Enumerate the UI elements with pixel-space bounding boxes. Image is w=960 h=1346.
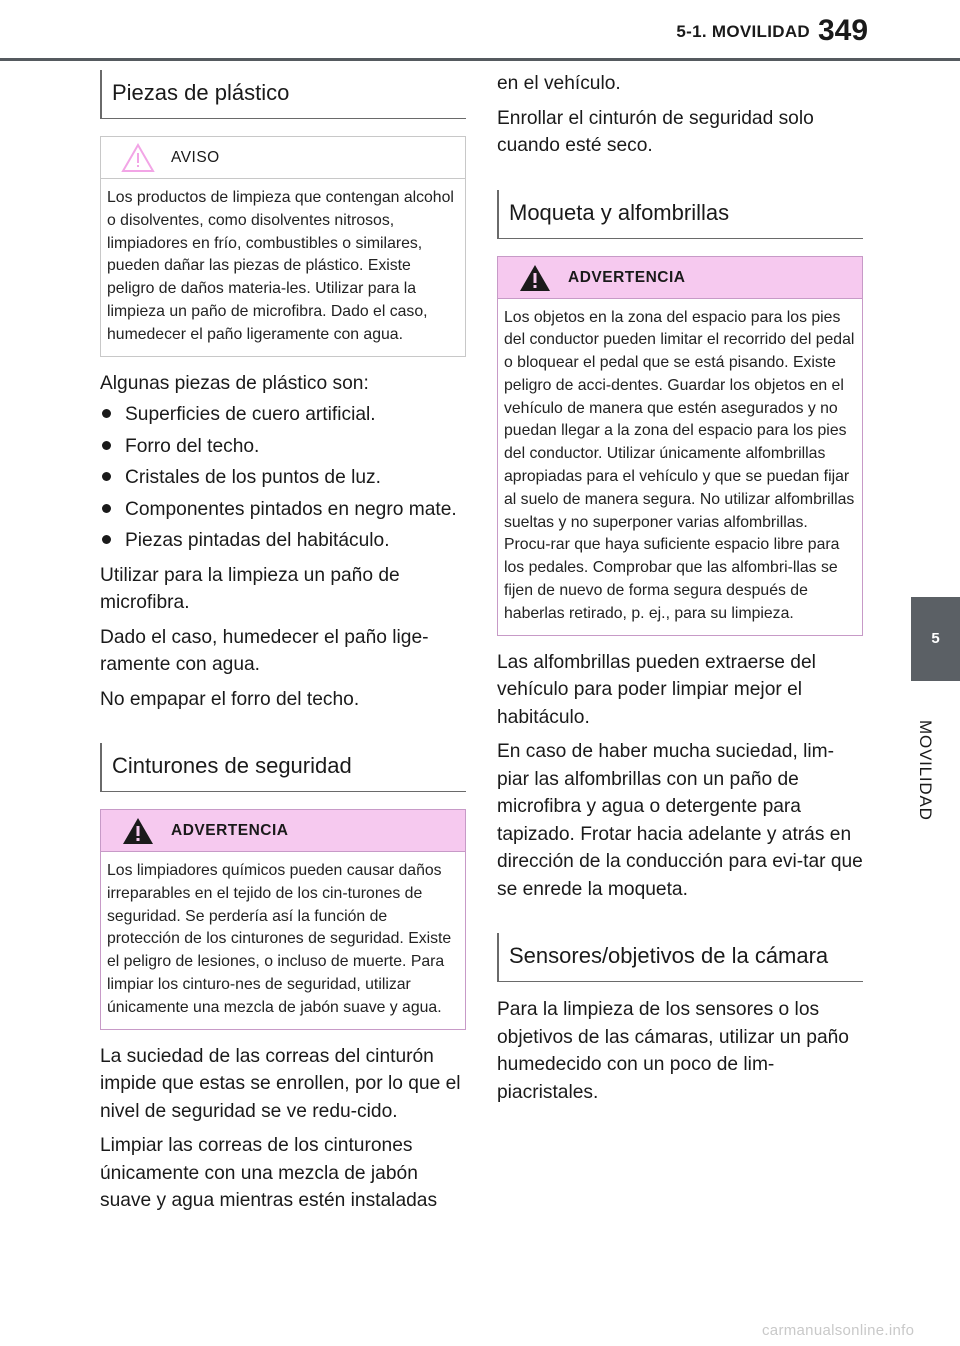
- paragraph-intro: Algunas piezas de plástico son:: [100, 372, 369, 394]
- advertencia-box: [497, 256, 863, 636]
- paragraph: en el vehículo.: [497, 73, 621, 94]
- aviso-box-header: [101, 137, 465, 179]
- right-column: [497, 70, 863, 1106]
- paragraph: Enrollar el cinturón de seguridad solo cuando esté seco.: [497, 107, 814, 156]
- paragraph: Dado el caso, humedecer el paño lige-ramente con agua.: [100, 626, 429, 676]
- watermark: carmanualsonline.info: [762, 1322, 915, 1339]
- list-item: Superficies de cuero artificial.: [100, 401, 466, 429]
- heading-piezas-plastico: Piezas de plástico: [100, 70, 466, 119]
- paragraph: Limpiar las correas de los cinturones únicamente con una mezcla de jabón suave y agua mientras estén instaladas: [100, 1135, 438, 1212]
- aviso-title: AVISO: [171, 149, 220, 166]
- chapter-tab: 5: [911, 597, 960, 681]
- header-section-title: 5-1. MOVILIDAD: [676, 22, 810, 41]
- warning-triangle-icon: [121, 816, 155, 846]
- aviso-box: [100, 136, 466, 357]
- advertencia-body: Los objetos en la zona del espacio para los pies del conductor pueden limitar el recorrido del pedal o bloquear el pedal que se está pisando. Existe peligro de acci-dentes. Guardar los objetos en el vehículo de manera que estén asegurados y no puedan llegar a la zona del espacio para los pies del conductor. Utilizar únicamente alfombrillas apropiadas para el vehículo y que se puedan fijar al suelo de manera segura. No utilizar alfombrillas sueltas y no superponer varias alfombrillas. Procu-rar que haya suficiente espacio libre para los pedales. Comprobar que las alfombri-llas se fijen de nuevo de forma segura después de haberlas retirado, p. ej., para su limpieza.: [504, 308, 855, 622]
- chapter-label: MOVILIDAD: [916, 720, 935, 821]
- page-number: 349: [818, 14, 869, 47]
- advertencia-box-header: [101, 810, 465, 852]
- list-item: Cristales de los puntos de luz.: [100, 464, 466, 492]
- advertencia-title: ADVERTENCIA: [171, 822, 289, 840]
- paragraph: Las alfombrillas pueden extraerse del vehículo para poder limpiar mejor el habitáculo.: [497, 651, 816, 728]
- heading-cinturones: Cinturones de seguridad: [100, 743, 466, 792]
- left-column: [100, 70, 466, 1215]
- heading-sensores: Sensores/objetivos de la cámara: [497, 933, 863, 982]
- warning-triangle-icon: [518, 263, 552, 293]
- advertencia-body: Los limpiadores químicos pueden causar daños irreparables en el tejido de los cin-turones de seguridad. Se perdería así la función de protección de los cinturones de seguridad. Existe el peligro de lesiones, o incluso de muerte. Para limpiar los cinturo-nes de seguridad, utilizar únicamente una mezcla de jabón suave y agua.: [107, 862, 452, 1016]
- aviso-body: Los productos de limpieza que contengan alcohol o disolventes, como disolventes nitrosos, limpiadores en frío, combustibles o similares, pueden dañar las piezas de plástico. Existe peligro de daños materia-les. Utilizar para la limpieza un paño de microfibra. Dado el caso, humedecer el paño ligeramente con agua.: [107, 189, 454, 343]
- list-item: Componentes pintados en negro mate.: [100, 496, 466, 524]
- paragraph: Para la limpieza de los sensores o los objetivos de las cámaras, utilizar un paño humedecido con un poco de lim-piacristales.: [497, 999, 849, 1103]
- heading-moqueta: Moqueta y alfombrillas: [497, 190, 863, 239]
- paragraph: No empapar el forro del techo.: [100, 688, 360, 710]
- paragraph: En caso de haber mucha suciedad, lim-piar las alfombrillas con un paño de microfibra y agua o detergente para tapizado. Frotar hacia adelante y atrás en dirección de la conducción para evi-tar que se enrede la moqueta.: [497, 741, 863, 900]
- paragraph: Utilizar para la limpieza un paño de microfibra.: [100, 564, 400, 614]
- advertencia-title: ADVERTENCIA: [568, 268, 686, 286]
- header-rule: [0, 58, 960, 61]
- advertencia-box-header: [498, 257, 862, 299]
- list-item: Forro del techo.: [100, 433, 466, 461]
- list-item: Piezas pintadas del habitáculo.: [100, 527, 466, 555]
- advertencia-box: [100, 809, 466, 1030]
- paragraph: La suciedad de las correas del cinturón impide que estas se enrollen, por lo que el nivel de seguridad se ve redu-cido.: [100, 1045, 461, 1122]
- caution-triangle-icon: [121, 143, 155, 173]
